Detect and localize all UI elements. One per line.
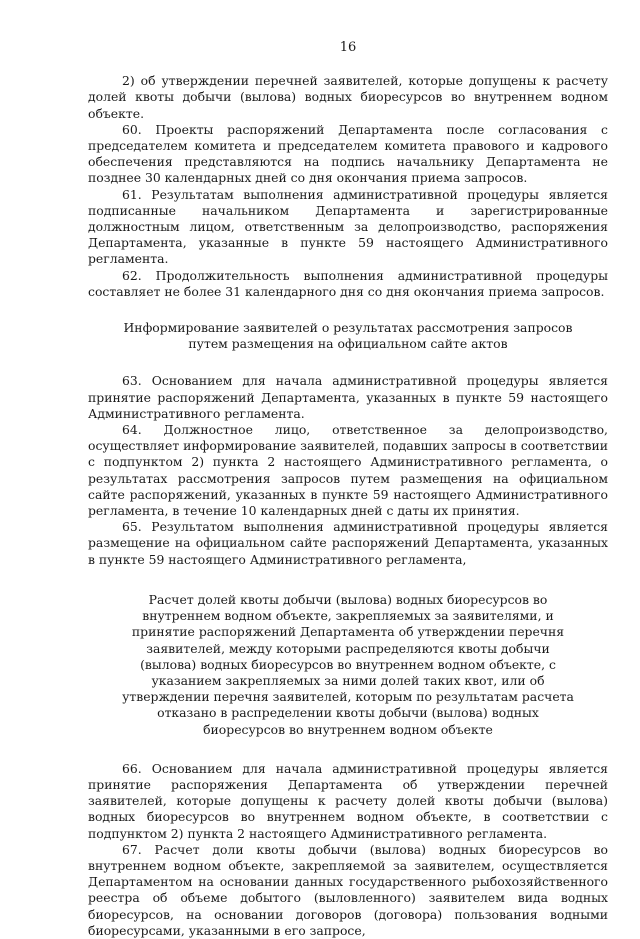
document-page	[88, 40, 608, 939]
paragraph-61: 61. Результатам выполнения административной процедуры является подписанные начальником Департамента и зарегистрированные должностным лицом, ответственным за делопроизводство, распоряжения Департамента, указанные в пункте 59 настоящего Административного регламента.	[88, 186, 608, 267]
section-heading-informing: Информирование заявителей о результатах рассмотрения запросов путем размещения на официальном сайте актов	[123, 320, 573, 352]
section-heading-quota-calculation: Расчет долей квоты добычи (вылова) водных биоресурсов во внутреннем водном объекте, закрепляемых за заявителями, и принятие распоряжений Департамента об утверждении перечня заявителей, между которыми распределяются квоты добычи (вылова) водных биоресурсов во внутреннем водном объекте, с указанием закрепляемых за ними долей таких квот, или об утверждении перечня заявителей, которым по результатам расчета отказано в распределении квоты добычи (вылова) водных биоресурсов во внутреннем водном объекте	[122, 591, 574, 737]
paragraph-item-2: 2) об утверждении перечней заявителей, которые допущены к расчету долей квоты добычи (вылова) водных биоресурсов во внутреннем водном объекте.	[88, 73, 608, 121]
paragraph-65: 65. Результатом выполнения административной процедуры является размещение на официальном сайте распоряжений Департамента, указанных в пункте 59 настоящего Административного регламента,	[88, 519, 608, 567]
paragraph-63: 63. Основанием для начала административной процедуры является принятие распоряжений Департамента, указанных в пункте 59 настоящего Административного регламента.	[88, 373, 608, 421]
paragraph-66: 66. Основанием для начала административной процедуры является принятие распоряжения Департамента об утверждении перечней заявителей, которые допущены к расчету долей квоты добычи (вылова) водных биоресурсов во внутреннем водном объекте, в соответствии с подпунктом 2) пункта 2 настоящего Административного регламента.	[88, 760, 608, 841]
paragraph-60: 60. Проекты распоряжений Департамента после согласования с председателем комитета и председателем комитета правового и кадрового обеспечения представляются на подпись начальнику Департамента не позднее 30 календарных дней со дня окончания приема запросов.	[88, 121, 608, 186]
page-number: 16	[339, 40, 357, 55]
paragraph-62: 62. Продолжительность выполнения административной процедуры составляет не более 31 календарного дня со дня окончания приема запросов.	[88, 267, 608, 299]
paragraph-64: 64. Должностное лицо, ответственное за делопроизводство, осуществляет информирование заявителей, подавших запросы в соответствии с подпунктом 2) пункта 2 настоящего Административного регламента, о результатах рассмотрения запросов путем размещения на официальном сайте распоряжений, указанных в пункте 59 настоящего Административного регламента, в течение 10 календарных дней с даты их принятия.	[88, 422, 608, 519]
paragraph-67: 67. Расчет доли квоты добычи (вылова) водных биоресурсов во внутреннем водном объекте, закрепляемой за заявителем, осуществляется Департаментом на основании данных государственного рыбохозяйственного реестра об объеме добытого (выловленного) заявителем вида водных биоресурсов, на основании договоров (договора) пользования водными биоресурсами, указанными в его запросе,	[88, 841, 608, 938]
